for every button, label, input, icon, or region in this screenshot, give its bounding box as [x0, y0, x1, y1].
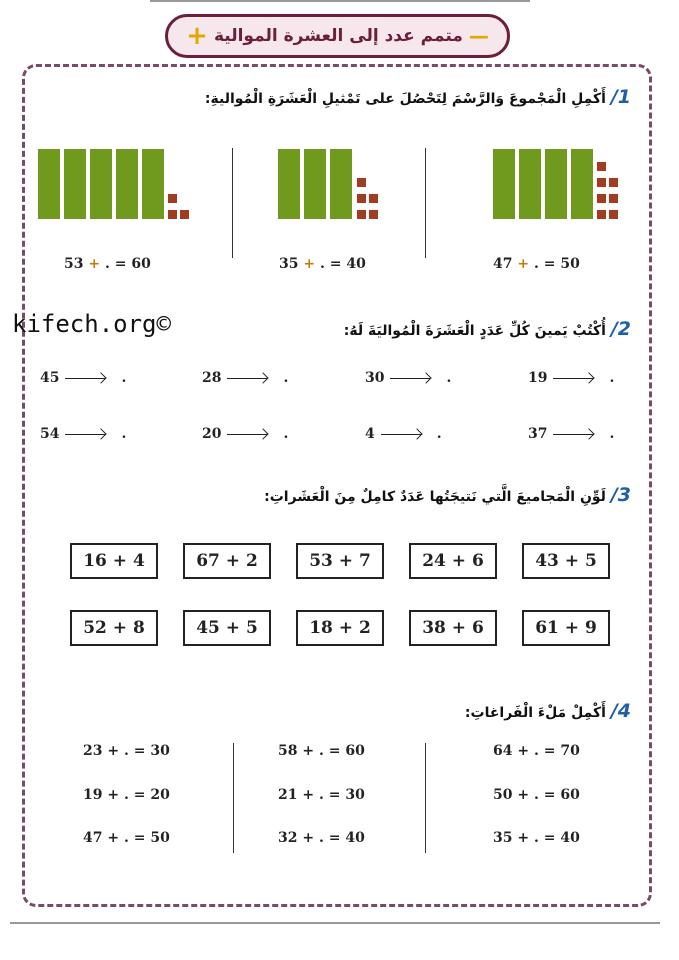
q1-number: 1/ — [610, 86, 631, 108]
answer-blank[interactable]: . — [123, 743, 129, 759]
unit-cube — [609, 194, 618, 203]
q4-equation: 47 + . = 50 — [83, 830, 170, 846]
divider — [233, 743, 234, 853]
unit-cube — [168, 210, 177, 219]
q4-instruction: أَكْمِلْ مَلْءَ الْفَراغاتِ: — [464, 705, 606, 721]
answer-blank[interactable]: . — [123, 830, 129, 846]
answer-blank[interactable]: . — [446, 370, 452, 386]
unit-cube — [357, 210, 366, 219]
dash-icon: — — [468, 24, 489, 48]
unit-cube — [168, 194, 177, 203]
q4-equation: 21 + . = 30 — [278, 787, 365, 803]
q3-heading — [264, 484, 631, 506]
q1-equation-2: 35 + . = 40 — [279, 256, 366, 272]
divider — [425, 743, 426, 853]
ten-rod — [493, 149, 515, 219]
arrow-right-icon — [227, 434, 267, 435]
answer-blank[interactable]: . — [283, 370, 289, 386]
sum-box[interactable]: 38 + 6 — [409, 610, 497, 646]
q1-instruction: أَكْمِلِ الْمَجْموعَ وَالرَّسْمَ لِتَحْصُلَ على تَمْثيلِ الْعَشَرَةِ الْمُواليةِ: — [204, 91, 606, 107]
q2-item: 20 . — [202, 426, 289, 442]
divider — [425, 148, 426, 258]
q4-heading — [465, 700, 631, 722]
q4-equation: 58 + . = 60 — [278, 743, 365, 759]
ten-rod — [545, 149, 567, 219]
watermark: kifech.org© — [12, 310, 171, 338]
q4-equation: 19 + . = 20 — [83, 787, 170, 803]
ten-rod — [519, 149, 541, 219]
sum-box[interactable]: 45 + 5 — [183, 610, 271, 646]
answer-blank[interactable]: . — [533, 787, 539, 803]
unit-cube — [357, 194, 366, 203]
answer-blank[interactable]: . — [283, 426, 289, 442]
answer-blank[interactable]: . — [318, 787, 324, 803]
q4-equation: 23 + . = 30 — [83, 743, 170, 759]
sum-box[interactable]: 52 + 8 — [70, 610, 158, 646]
page-title: متمم عدد إلى العشرة الموالية — [213, 26, 463, 46]
q4-equation: 32 + . = 40 — [278, 830, 365, 846]
unit-cube — [597, 210, 606, 219]
answer-blank[interactable]: . — [319, 256, 325, 272]
ten-rod — [278, 149, 300, 219]
unit-cube — [369, 194, 378, 203]
arrow-right-icon — [65, 378, 105, 379]
answer-blank[interactable]: . — [609, 426, 615, 442]
answer-blank[interactable]: . — [318, 743, 324, 759]
answer-blank[interactable]: . — [104, 256, 110, 272]
answer-blank[interactable]: . — [436, 426, 442, 442]
arrow-right-icon — [390, 378, 430, 379]
answer-blank[interactable]: . — [123, 787, 129, 803]
arrow-right-icon — [65, 434, 105, 435]
q1-equation-3: 47 + . = 50 — [493, 256, 580, 272]
ten-rod — [330, 149, 352, 219]
sum-box[interactable]: 18 + 2 — [296, 610, 384, 646]
ten-rod — [142, 149, 164, 219]
arrow-right-icon — [227, 378, 267, 379]
unit-cube — [597, 194, 606, 203]
sum-box[interactable]: 16 + 4 — [70, 543, 158, 579]
unit-cube — [597, 162, 606, 171]
answer-blank[interactable]: . — [318, 830, 324, 846]
plus-icon: + — [186, 21, 208, 51]
bottom-rule — [10, 922, 660, 924]
ten-rod — [116, 149, 138, 219]
q1-equation-1: 53 + . = 60 — [64, 256, 151, 272]
q2-item: 30 . — [365, 370, 452, 386]
q2-item: 45 . — [40, 370, 127, 386]
sum-box[interactable]: 53 + 7 — [296, 543, 384, 579]
ten-rod — [571, 149, 593, 219]
unit-cube — [357, 178, 366, 187]
q2-number: 2/ — [610, 318, 631, 340]
q2-item: 28 . — [202, 370, 289, 386]
sum-box[interactable]: 24 + 6 — [409, 543, 497, 579]
ten-rod — [304, 149, 326, 219]
sum-box[interactable]: 43 + 5 — [522, 543, 610, 579]
q4-equation: 64 + . = 70 — [493, 743, 580, 759]
ten-rod — [90, 149, 112, 219]
unit-cube — [609, 178, 618, 187]
ten-rod — [38, 149, 60, 219]
answer-blank[interactable]: . — [609, 370, 615, 386]
unit-cube — [180, 210, 189, 219]
ten-rod — [64, 149, 86, 219]
q3-number: 3/ — [610, 484, 631, 506]
unit-cube — [609, 210, 618, 219]
sum-box[interactable]: 67 + 2 — [183, 543, 271, 579]
answer-blank[interactable]: . — [533, 830, 539, 846]
unit-cube — [597, 178, 606, 187]
arrow-right-icon — [381, 434, 421, 435]
q2-heading — [344, 318, 631, 340]
unit-cube — [369, 210, 378, 219]
q4-equation: 35 + . = 40 — [493, 830, 580, 846]
q4-number: 4/ — [610, 700, 631, 722]
q2-item: 19 . — [528, 370, 615, 386]
q2-item: 37 . — [528, 426, 615, 442]
answer-blank[interactable]: . — [121, 370, 127, 386]
q1-blocks — [0, 0, 679, 300]
divider — [232, 148, 233, 258]
answer-blank[interactable]: . — [533, 256, 539, 272]
q2-item: 54 . — [40, 426, 127, 442]
arrow-right-icon — [553, 434, 593, 435]
q2-instruction: أُكْتُبْ يَمينَ كُلِّ عَدَدٍ الْعَشَرَةَ الْمُواليَةَ لَهُ: — [343, 323, 606, 339]
sum-box[interactable]: 61 + 9 — [522, 610, 610, 646]
answer-blank[interactable]: . — [121, 426, 127, 442]
q2-item: 4 . — [365, 426, 442, 442]
q4-equation: 50 + . = 60 — [493, 787, 580, 803]
arrow-right-icon — [553, 378, 593, 379]
q3-instruction: لَوِّنِ الْمَجاميعَ الَّتي نَتيجَتُها عَدَدٌ كامِلٌ مِنَ الْعَشَراتِ: — [264, 489, 606, 505]
answer-blank[interactable]: . — [533, 743, 539, 759]
